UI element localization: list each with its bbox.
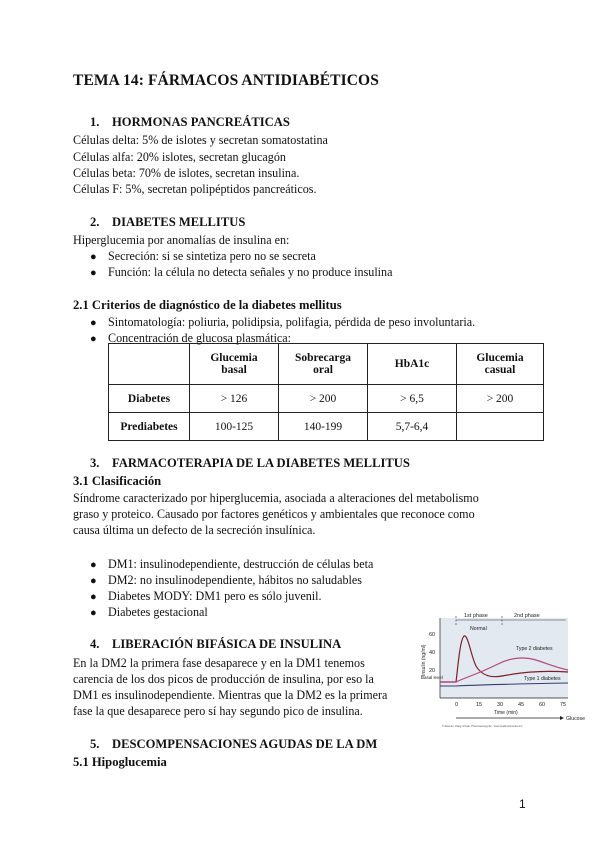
table-header-row	[109, 344, 544, 385]
table-cell: 140-199	[279, 413, 368, 441]
table-cell: > 200	[457, 385, 544, 413]
table-row-label: Diabetes	[109, 385, 190, 413]
x-tick-label: 0	[455, 702, 459, 708]
paragraph-line: fase la que desaparece pero sí hay segundo pico de insulina.	[73, 704, 363, 718]
bullet-icon: ●	[90, 607, 97, 619]
table-header-cell: Glucemia basal	[190, 344, 279, 385]
bullet-icon: ●	[90, 559, 97, 571]
table-cell: > 126	[190, 385, 279, 413]
section-5-title: DESCOMPENSACIONES AGUDAS DE LA DM	[112, 737, 378, 751]
section-1-line: Células delta: 5% de islotes y secretan somatostatina	[73, 133, 328, 147]
section-2-1-heading: 2.1 Criterios de diagnóstico de la diabetes mellitus	[73, 298, 342, 312]
type2-curve-label: Type 2 diabetes	[516, 646, 553, 652]
table-corner-cell	[109, 344, 190, 385]
bullet-icon: ●	[90, 575, 97, 587]
phase-1-label: 1st phase	[464, 613, 488, 619]
diagnostic-criteria-table	[108, 343, 544, 441]
list-item: ● Sintomatología: poliuria, polidipsia, polifagia, pérdida de peso involuntaria.	[90, 315, 476, 329]
table-row	[109, 385, 544, 413]
document-title: TEMA 14: FÁRMACOS ANTIDIABÉTICOS	[73, 72, 379, 89]
section-1-line: Células beta: 70% de islotes, secretan insulina.	[73, 166, 300, 180]
x-tick-label: 30	[497, 702, 504, 708]
table-cell	[457, 413, 544, 441]
section-2-intro: Hiperglucemia por anomalías de insulina en:	[73, 233, 290, 247]
bullet-icon: ●	[90, 251, 97, 263]
y-tick-label: 60	[429, 632, 436, 638]
paragraph-line: En la DM2 la primera fase desaparece y en la DM1 tenemos	[73, 656, 365, 670]
x-tick-label: 45	[518, 702, 525, 708]
section-4-title: LIBERACIÓN BIFÁSICA DE INSULINA	[112, 637, 342, 651]
y-tick-label: 40	[429, 650, 436, 656]
figure-credit: © Elsevier, Rang & Dale: Pharmacology 8e · www.studentconsult.com	[442, 725, 523, 728]
table-cell: > 200	[279, 385, 368, 413]
paragraph-line: graso y proteico. Causado por factores genéticos y ambientales que reconoce como	[73, 507, 475, 521]
section-3-number: 3.	[90, 456, 100, 470]
section-1-title: HORMONAS PANCREÁTICAS	[112, 115, 290, 129]
section-5-number: 5.	[90, 737, 100, 751]
list-item: ● DM2: no insulinodependiente, hábitos no saludables	[90, 573, 362, 587]
section-1-heading	[90, 115, 290, 130]
list-item: ● Diabetes gestacional	[90, 605, 208, 619]
table-header-cell: HbA1c	[368, 344, 457, 385]
basal-level-label: Basal level	[421, 675, 443, 680]
biphasic-insulin-figure	[418, 606, 588, 730]
list-item: ● DM1: insulinodependiente, destrucción de células beta	[90, 557, 374, 571]
glucose-label: Glucose	[566, 716, 586, 722]
list-item: ● Diabetes MODY: DM1 pero es sólo juvenil.	[90, 589, 322, 603]
table-cell: > 6,5	[368, 385, 457, 413]
section-1-number: 1.	[90, 115, 100, 129]
paragraph-line: Síndrome caracterizado por hiperglucemia, asociada a alteraciones del metabolismo	[73, 491, 479, 505]
section-2-title: DIABETES MELLITUS	[112, 215, 246, 229]
section-4-number: 4.	[90, 637, 100, 651]
list-item: ● Función: la célula no detecta señales y no produce insulina	[90, 265, 393, 279]
bullet-icon: ●	[90, 333, 97, 345]
table-header-cell: Glucemia casual	[457, 344, 544, 385]
section-5-1-heading: 5.1 Hipoglucemia	[73, 755, 167, 769]
paragraph-line: carencia de los dos picos de producción de insulina, por eso la	[73, 672, 374, 686]
y-axis-label: Insulin (ng/ml)	[421, 644, 427, 676]
x-tick-label: 75	[560, 702, 567, 708]
section-1-line: Células F: 5%, secretan polipéptidos pancreáticos.	[73, 182, 317, 196]
list-item: ● Concentración de glucosa plasmática:	[90, 331, 292, 345]
y-tick-label: 20	[429, 668, 436, 674]
section-3-1-heading: 3.1 Clasificación	[73, 474, 162, 488]
list-item: ● Secreción: si se sintetiza pero no se secreta	[90, 249, 316, 263]
section-5-heading	[90, 737, 377, 752]
section-4-heading	[90, 637, 341, 652]
x-tick-label: 60	[539, 702, 546, 708]
x-axis-label: Time (min)	[494, 710, 518, 716]
table-cell: 100-125	[190, 413, 279, 441]
table-cell: 5,7-6,4	[368, 413, 457, 441]
bullet-icon: ●	[90, 591, 97, 603]
type1-curve-label: Type 1 diabetes	[524, 676, 561, 682]
glucose-arrowhead	[560, 716, 564, 720]
x-tick-label: 15	[476, 702, 483, 708]
page-number: 1	[519, 797, 526, 811]
section-2-number: 2.	[90, 215, 100, 229]
table-header-cell: Sobrecarga oral	[279, 344, 368, 385]
table-row	[109, 413, 544, 441]
phase-2-label: 2nd phase	[514, 613, 540, 619]
paragraph-line: causa última un defecto de la secreción insulínica.	[73, 523, 316, 537]
section-1-line: Células alfa: 20% islotes, secretan glucagón	[73, 150, 286, 164]
paragraph-line: DM1 es insulinodependiente. Mientras que la DM2 es la primera	[73, 688, 388, 702]
bullet-icon: ●	[90, 317, 97, 329]
normal-curve-label: Normal	[470, 626, 487, 632]
bullet-icon: ●	[90, 267, 97, 279]
section-3-title: FARMACOTERAPIA DE LA DIABETES MELLITUS	[112, 456, 410, 470]
table-row-label: Prediabetes	[109, 413, 190, 441]
section-3-heading	[90, 456, 410, 471]
section-2-heading	[90, 215, 245, 230]
